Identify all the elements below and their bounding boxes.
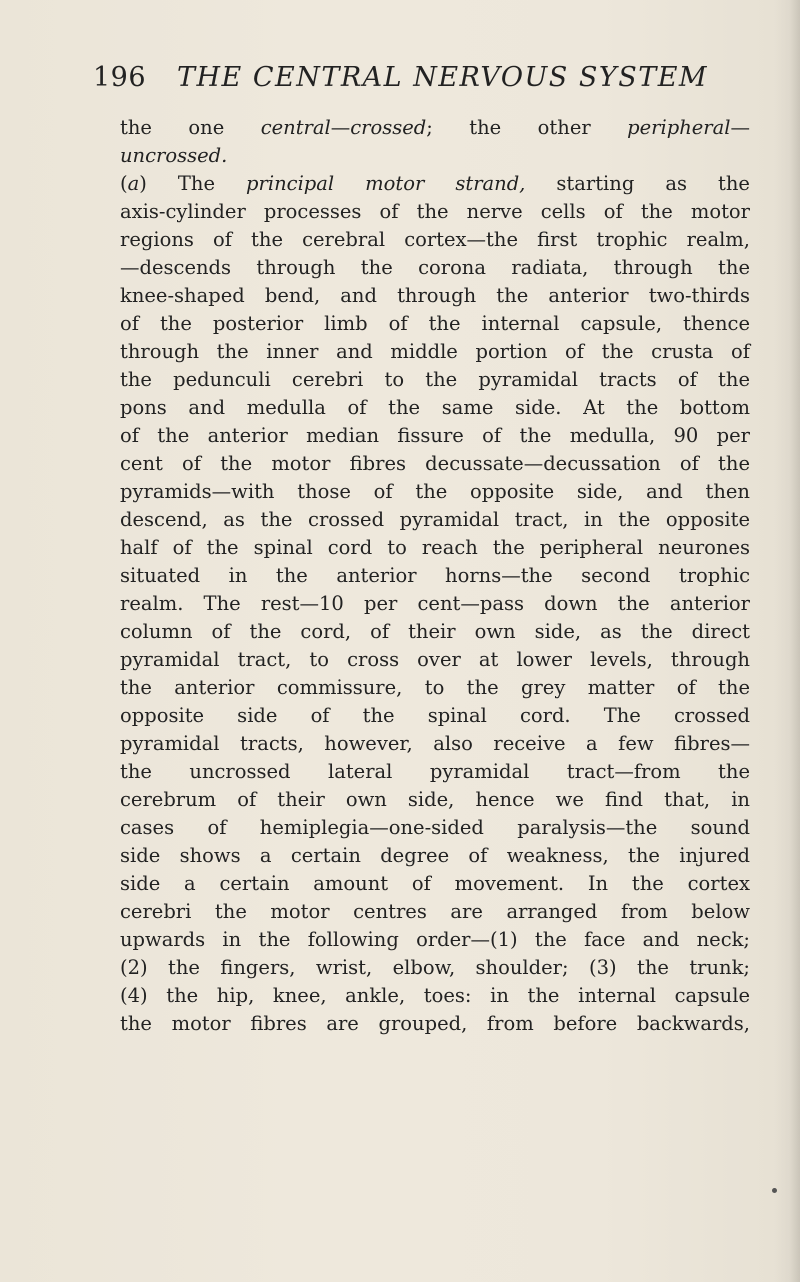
text-segment: ( <box>120 172 128 195</box>
text-line <box>120 506 750 534</box>
text-line <box>120 450 750 478</box>
text-line <box>120 422 750 450</box>
text-line <box>120 170 750 198</box>
text-segment: — <box>330 116 351 139</box>
text-segment: the motor fibres are grouped, from before backwards, <box>120 1012 750 1035</box>
text-line <box>120 562 750 590</box>
text-segment: cerebri the motor centres are arranged from below <box>120 900 750 923</box>
text-segment: upwards in the following order—(1) the face and neck; <box>120 928 750 951</box>
text-line <box>120 926 750 954</box>
text-segment: the pedunculi cerebri to the pyramidal tracts of the <box>120 368 750 391</box>
text-segment: descend, as the crossed pyramidal tract, in the opposite <box>120 508 750 531</box>
text-line <box>120 674 750 702</box>
text-line <box>120 730 750 758</box>
text-segment: knee-shaped bend, and through the anterior two-thirds <box>120 284 750 307</box>
text-segment: (4) the hip, knee, ankle, toes: in the internal capsule <box>120 984 750 1007</box>
text-segment: half of the spinal cord to reach the peripheral neurones <box>120 536 750 559</box>
text-segment: pyramids—with those of the opposite side, and then <box>120 480 750 503</box>
text-line <box>120 786 750 814</box>
text-line <box>120 982 750 1010</box>
text-line <box>120 646 750 674</box>
text-segment: pyramidal tract, to cross over at lower levels, through <box>120 648 750 671</box>
text-line <box>120 618 750 646</box>
text-line <box>120 338 750 366</box>
page-number: 196 <box>93 62 147 93</box>
italic-text: principal motor strand, <box>246 172 526 195</box>
text-line <box>120 478 750 506</box>
text-segment: the anterior commissure, to the grey matter of the <box>120 676 750 699</box>
text-line <box>120 1010 750 1038</box>
text-segment: — <box>730 116 750 139</box>
text-segment: starting as the <box>525 172 750 195</box>
text-line <box>120 534 750 562</box>
italic-text: crossed <box>350 116 427 139</box>
page-header <box>93 62 709 102</box>
text-line <box>120 226 750 254</box>
text-segment: of the anterior median fissure of the medulla, 90 per <box>120 424 750 447</box>
text-segment: the uncrossed lateral pyramidal tract—from the <box>120 760 750 783</box>
text-segment: cent of the motor fibres decussate—decussation of the <box>120 452 750 475</box>
text-segment: opposite side of the spinal cord. The crossed <box>120 704 750 727</box>
text-segment: side a certain amount of movement. In the cortex <box>120 872 750 895</box>
text-segment: (2) the fingers, wrist, elbow, shoulder; (3) the trunk; <box>120 956 750 979</box>
text-line <box>120 310 750 338</box>
running-title: THE CENTRAL NERVOUS SYSTEM <box>177 62 709 93</box>
text-segment: side shows a certain degree of weakness, the injured <box>120 844 750 867</box>
text-segment: realm. The rest—10 per cent—pass down the anterior <box>120 592 750 615</box>
text-segment: the one <box>120 116 261 139</box>
text-line <box>120 282 750 310</box>
italic-text: central <box>260 116 331 139</box>
text-line <box>120 758 750 786</box>
text-line <box>120 366 750 394</box>
text-segment: ) The <box>139 172 247 195</box>
italic-text: uncrossed. <box>120 144 228 167</box>
text-segment: of the posterior limb of the internal capsule, thence <box>120 312 750 335</box>
text-segment: cases of hemiplegia—one-sided paralysis—the sound <box>120 816 750 839</box>
text-line <box>120 814 750 842</box>
text-line <box>120 254 750 282</box>
text-segment: —descends through the corona radiata, through the <box>120 256 750 279</box>
text-line <box>120 954 750 982</box>
text-line <box>120 870 750 898</box>
italic-text: peripheral <box>627 116 731 139</box>
text-segment: pyramidal tracts, however, also receive a few fibres— <box>120 732 750 755</box>
text-segment: situated in the anterior horns—the second trophic <box>120 564 750 587</box>
text-segment: regions of the cerebral cortex—the first trophic realm, <box>120 228 750 251</box>
text-line <box>120 114 750 142</box>
text-line <box>120 198 750 226</box>
text-segment: cerebrum of their own side, hence we find that, in <box>120 788 750 811</box>
text-line <box>120 898 750 926</box>
body-text <box>120 114 750 1038</box>
italic-text: a <box>127 172 140 195</box>
text-line <box>120 590 750 618</box>
text-line <box>120 702 750 730</box>
text-line <box>120 394 750 422</box>
text-line <box>120 142 750 170</box>
page-edge-shadow <box>774 0 800 1282</box>
text-line <box>120 842 750 870</box>
ink-speck <box>772 1188 777 1193</box>
text-segment: column of the cord, of their own side, as the direct <box>120 620 750 643</box>
text-segment: axis-cylinder processes of the nerve cells of the motor <box>120 200 750 223</box>
text-segment: pons and medulla of the same side. At the bottom <box>120 396 750 419</box>
text-segment: through the inner and middle portion of the crusta of <box>120 340 750 363</box>
text-segment: ; the other <box>426 116 628 139</box>
